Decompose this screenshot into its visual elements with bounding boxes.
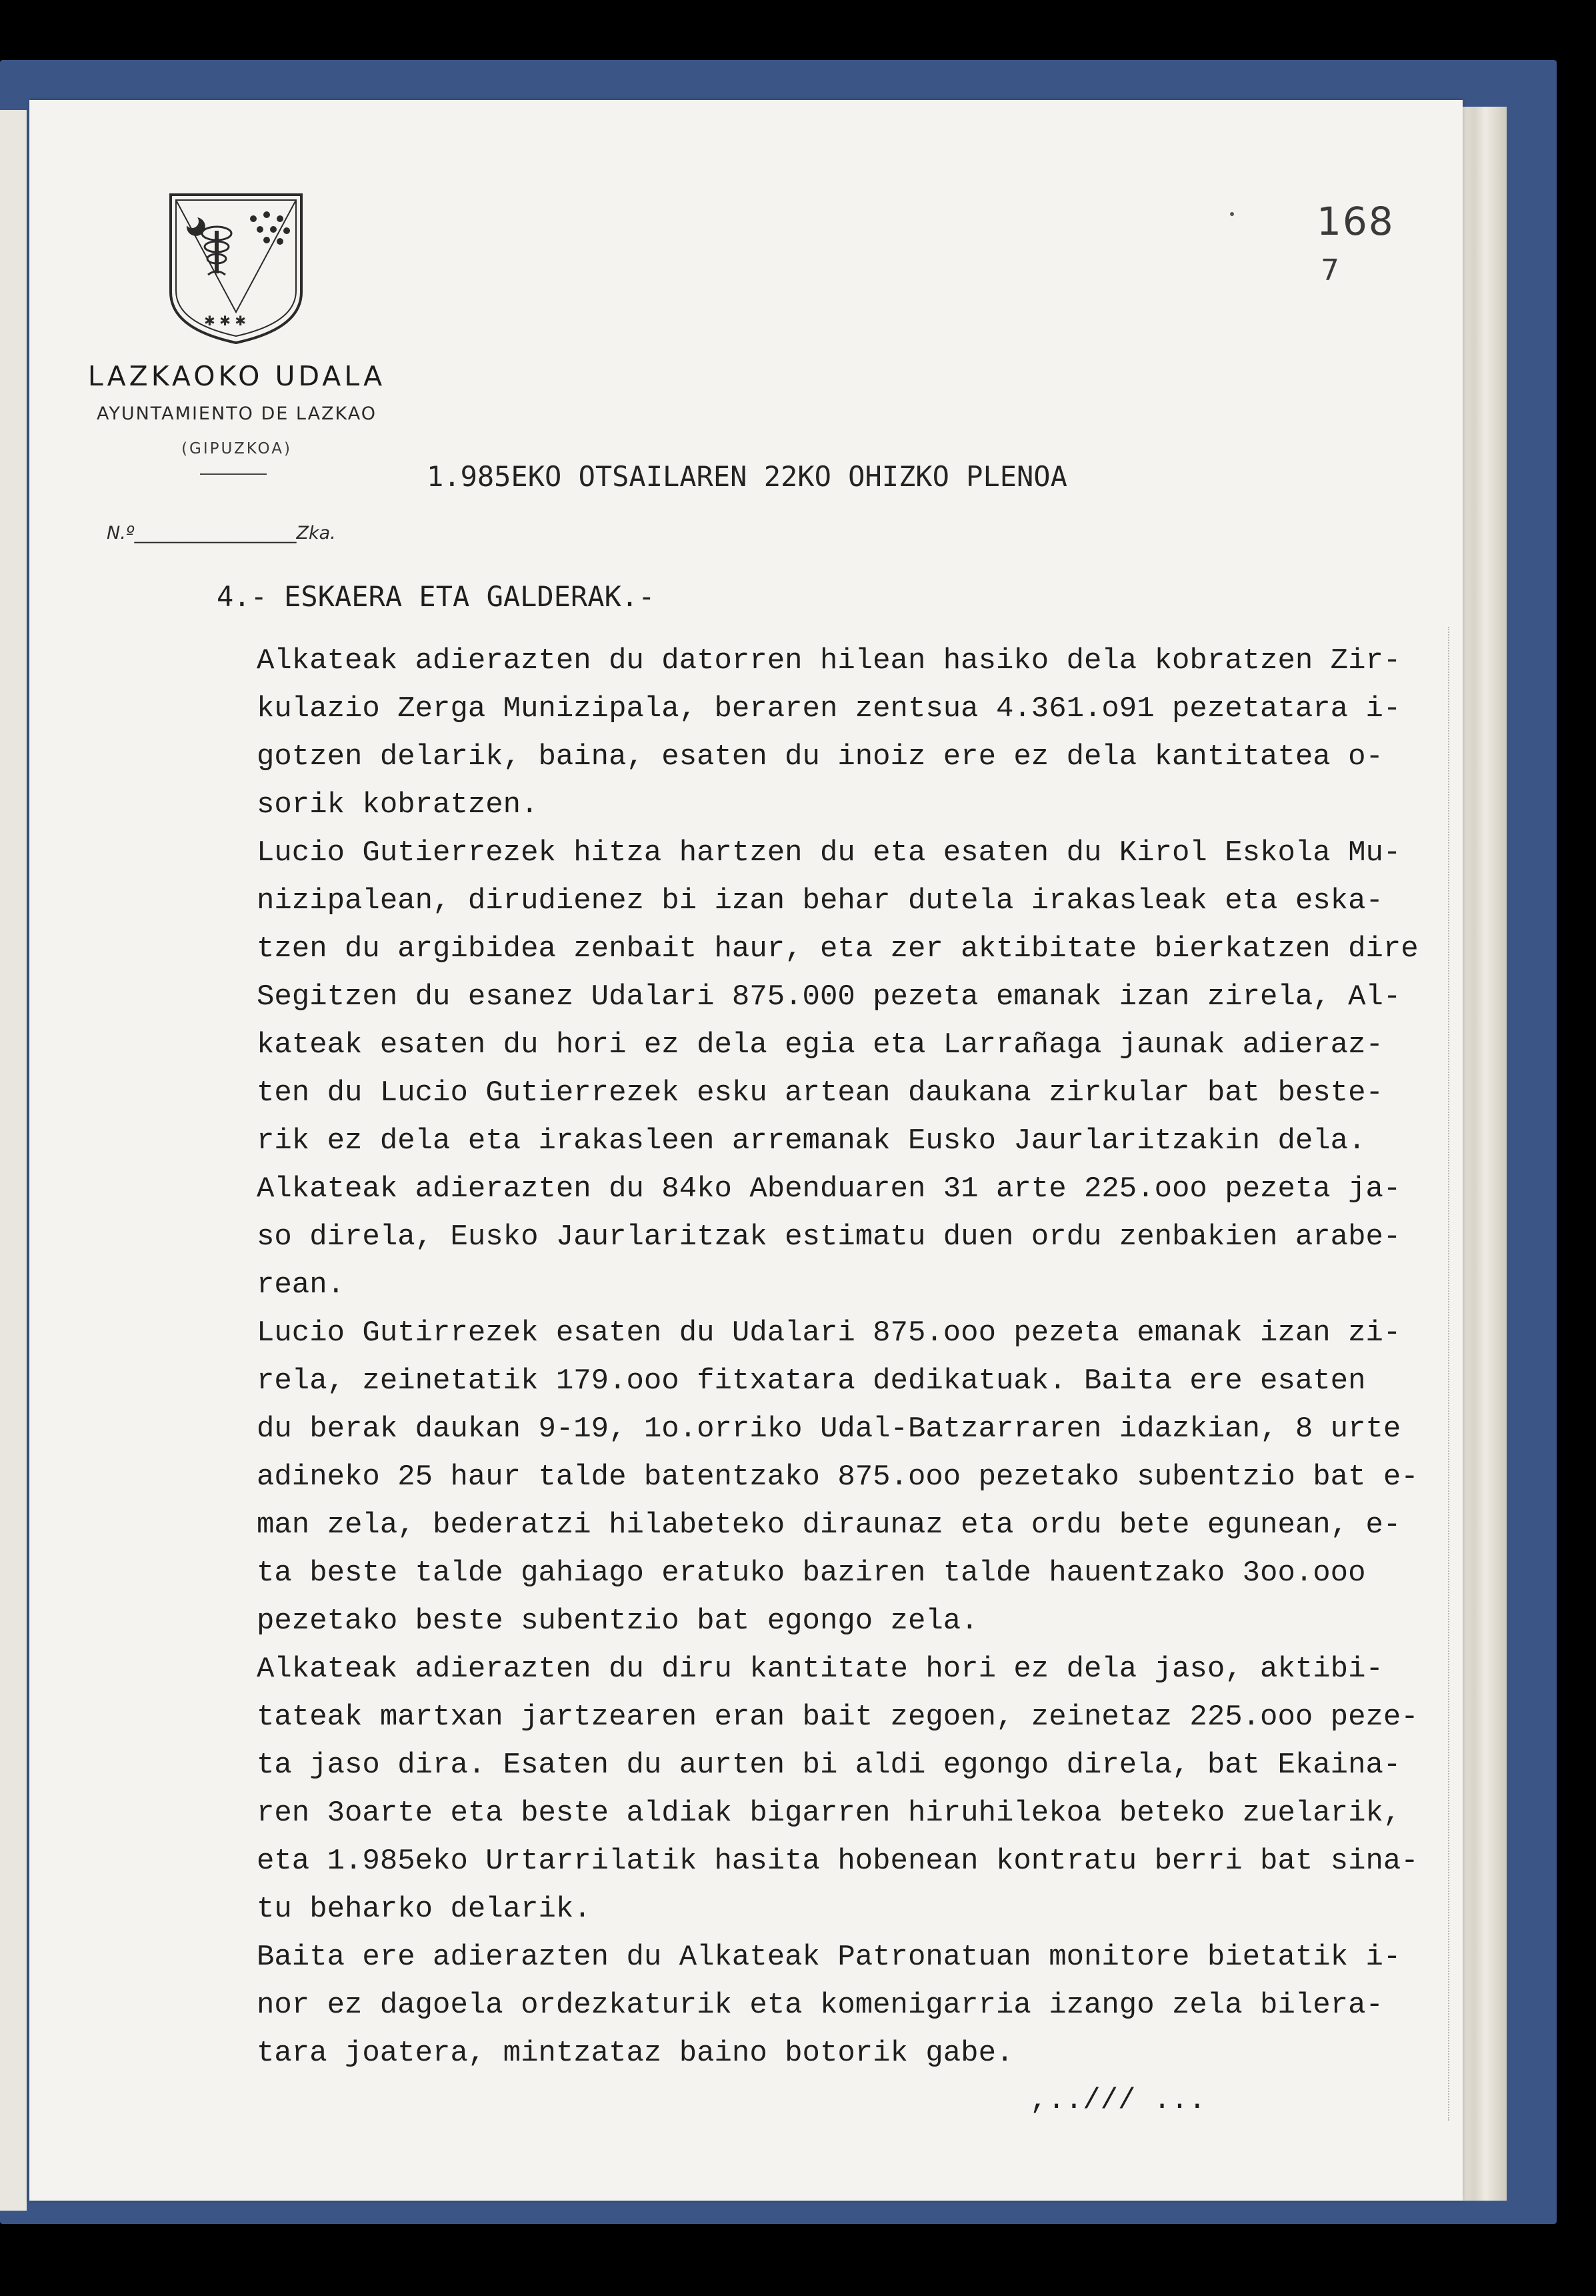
folio-number — [1317, 199, 1395, 289]
municipal-crest-icon — [167, 192, 305, 345]
section-heading: 4.- ESKAERA ETA GALDERAK.- — [217, 580, 655, 613]
folio-sub: 7 — [1321, 253, 1341, 287]
text-line: Lucio Gutirrezek esaten du Udalari 875.ooo pezeta emanak izan zi- — [257, 1316, 1401, 1350]
text-line: Segitzen du esanez Udalari 875.000 pezeta emanak izan zirela, Al- — [257, 980, 1401, 1014]
letterhead-divider — [200, 473, 267, 475]
text-line: Baita ere adierazten du Alkateak Patronatuan monitore bietatik i- — [257, 1941, 1401, 1974]
text-line: tara joatera, mintzataz baino botorik gabe. — [257, 2037, 1014, 2070]
text-line: adineko 25 haur talde batentzako 875.ooo pezetako subentzio bat e- — [257, 1460, 1419, 1494]
continuation-mark: ,../// ... — [1030, 2084, 1207, 2117]
margin-marks — [1448, 627, 1461, 2121]
text-line: man zela, bederatzi hilabeteko diraunaz eta ordu bete egunean, e- — [257, 1508, 1401, 1542]
text-line: sorik kobratzen. — [257, 788, 539, 822]
town-province: (GIPUZKOA) — [181, 440, 292, 457]
typed-body-text — [257, 637, 1457, 2077]
text-line: eta 1.985eko Urtarrilatik hasita hobenean kontratu berri bat sina- — [257, 1845, 1419, 1878]
text-line: ren 3oarte eta beste aldiak bigarren hiruhilekoa beteko zuelarik, — [257, 1797, 1401, 1830]
svg-text:✱ ✱ ✱: ✱ ✱ ✱ — [204, 313, 246, 329]
text-line: rela, zeinetatik 179.ooo fitxatara dedikatuak. Baita ere esaten — [257, 1364, 1366, 1398]
reference-number-line: N.º__________________Zka. — [107, 523, 336, 543]
town-name: LAZKAOKO UDALA — [87, 360, 386, 392]
text-line: du berak daukan 9-19, 1o.orriko Udal-Batzarraren idazkian, 8 urte — [257, 1412, 1401, 1446]
text-line: ten du Lucio Gutierrezek esku artean daukana zirkular bat beste- — [257, 1076, 1383, 1110]
text-line: kateak esaten du hori ez dela egia eta Larrañaga jaunak adieraz- — [257, 1028, 1383, 1062]
text-line: Alkateak adierazten du diru kantitate hori ez dela jaso, aktibi- — [257, 1652, 1383, 1686]
document-title: 1.985EKO OTSAILAREN 22KO OHIZKO PLENOA — [427, 460, 1067, 493]
text-line: kulazio Zerga Munizipala, beraren zentsua 4.361.o91 pezetatara i- — [257, 692, 1401, 726]
text-line: Alkateak adierazten du 84ko Abenduaren 31 arte 225.ooo pezeta ja- — [257, 1172, 1401, 1206]
text-line: tateak martxan jartzearen eran bait zegoen, zeinetaz 225.ooo peze- — [257, 1700, 1419, 1734]
margin-dot — [1230, 212, 1234, 216]
text-line: Alkateak adierazten du datorren hilean hasiko dela kobratzen Zir- — [257, 644, 1401, 678]
town-subtitle: AYUNTAMIENTO DE LAZKAO — [96, 403, 377, 424]
text-line: ta jaso dira. Esaten du aurten bi aldi egongo direla, bat Ekaina- — [257, 1749, 1401, 1782]
text-line: gotzen delarik, baina, esaten du inoiz ere ez dela kantitatea o- — [257, 740, 1383, 774]
text-line: Lucio Gutierrezek hitza hartzen du eta esaten du Kirol Eskola Mu- — [257, 836, 1401, 870]
text-line: ta beste talde gahiago eratuko baziren talde hauentzako 3oo.ooo — [257, 1556, 1366, 1590]
text-line: rik ez dela eta irakasleen arremanak Eusko Jaurlaritzakin dela. — [257, 1124, 1366, 1158]
text-line: nor ez dagoela ordezkaturik eta komenigarria izango zela bilera- — [257, 1989, 1383, 2022]
text-line: so direla, Eusko Jaurlaritzak estimatu duen ordu zenbakien arabe- — [257, 1220, 1401, 1254]
text-line: tzen du argibidea zenbait haur, eta zer aktibitate bierkatzen dire — [257, 932, 1419, 966]
text-line: tu beharko delarik. — [257, 1893, 591, 1926]
folio-main: 168 — [1317, 199, 1395, 244]
text-line: rean. — [257, 1268, 345, 1302]
text-line: nizipalean, dirudienez bi izan behar dutela irakasleak eta eska- — [257, 884, 1383, 918]
previous-page-edge — [0, 110, 27, 2211]
text-line: pezetako beste subentzio bat egongo zela. — [257, 1604, 979, 1638]
